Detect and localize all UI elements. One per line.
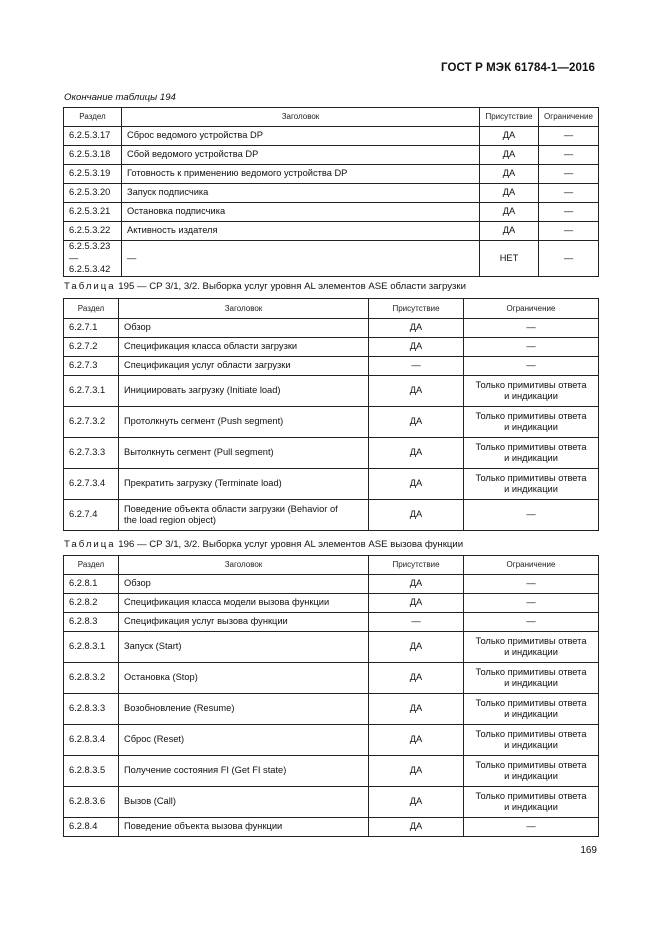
title-cell: Спецификация класса области загрузки xyxy=(119,338,369,357)
title-cell: Сброс (Reset) xyxy=(119,725,369,756)
page-number: 169 xyxy=(580,845,597,856)
title-cell: Вызов (Call) xyxy=(119,787,369,818)
section-cell: 6.2.5.3.18 xyxy=(64,146,122,165)
presence-cell: ДА xyxy=(369,725,464,756)
column-header-presence: Присутствие xyxy=(369,556,464,575)
restriction-cell: Только примитивы ответа и индикации xyxy=(464,787,599,818)
title-cell: Сбой ведомого устройства DP xyxy=(122,146,480,165)
presence-cell: ДА xyxy=(369,319,464,338)
presence-cell: ДА xyxy=(369,575,464,594)
restriction-cell: — xyxy=(539,222,599,241)
restriction-cell: Только примитивы ответа и индикации xyxy=(464,756,599,787)
presence-cell: ДА xyxy=(369,787,464,818)
title-cell: Прекратить загрузку (Terminate load) xyxy=(119,469,369,500)
presence-cell: ДА xyxy=(369,376,464,407)
presence-cell: ДА xyxy=(369,694,464,725)
column-header-restriction: Ограничение xyxy=(464,299,599,319)
column-header-presence: Присутствие xyxy=(369,299,464,319)
restriction-cell: — xyxy=(464,818,599,837)
restriction-cell: Только примитивы ответа и индикации xyxy=(464,663,599,694)
column-header-title: Заголовок xyxy=(119,299,369,319)
title-cell: Обзор xyxy=(119,575,369,594)
restriction-cell: — xyxy=(464,575,599,594)
column-header-section: Раздел xyxy=(64,299,119,319)
table-row xyxy=(64,756,599,787)
presence-cell: ДА xyxy=(369,663,464,694)
restriction-cell: — xyxy=(539,241,599,277)
caption-text: 195 — СР 3/1, 3/2. Выборка услуг уровня AL элементов ASE области загрузки xyxy=(115,281,466,292)
section-cell: 6.2.7.1 xyxy=(64,319,119,338)
restriction-cell: — xyxy=(464,357,599,376)
title-cell: Спецификация класса модели вызова функции xyxy=(119,594,369,613)
section-cell: 6.2.8.3.4 xyxy=(64,725,119,756)
section-cell: 6.2.5.3.20 xyxy=(64,184,122,203)
section-cell: 6.2.8.3.1 xyxy=(64,632,119,663)
table-row xyxy=(64,469,599,500)
table-row xyxy=(64,222,599,241)
column-header-section: Раздел xyxy=(64,108,122,127)
table-row xyxy=(64,594,599,613)
title-cell: Сброс ведомого устройства DP xyxy=(122,127,480,146)
restriction-cell: — xyxy=(464,500,599,531)
caption-prefix: Таблица xyxy=(64,281,116,292)
section-cell: 6.2.8.4 xyxy=(64,818,119,837)
presence-cell: — xyxy=(369,357,464,376)
title-cell: Инициировать загрузку (Initiate load) xyxy=(119,376,369,407)
table-row xyxy=(64,319,599,338)
presence-cell: ДА xyxy=(369,438,464,469)
restriction-cell: — xyxy=(539,165,599,184)
restriction-cell: Только примитивы ответа и индикации xyxy=(464,632,599,663)
presence-cell: ДА xyxy=(480,165,539,184)
table-row xyxy=(64,725,599,756)
restriction-cell: — xyxy=(539,146,599,165)
column-header-presence: Присутствие xyxy=(480,108,539,127)
table-row xyxy=(64,613,599,632)
presence-cell: ДА xyxy=(369,632,464,663)
section-cell: 6.2.7.4 xyxy=(64,500,119,531)
presence-cell: ДА xyxy=(480,203,539,222)
table-row xyxy=(64,500,599,531)
restriction-cell: — xyxy=(464,594,599,613)
section-cell: 6.2.7.3 xyxy=(64,357,119,376)
section-cell: 6.2.5.3.21 xyxy=(64,203,122,222)
table-194 xyxy=(63,107,599,277)
title-cell: Готовность к применению ведомого устройства DP xyxy=(122,165,480,184)
restriction-cell: Только примитивы ответа и индикации xyxy=(464,376,599,407)
title-cell: — xyxy=(122,241,480,277)
restriction-cell: Только примитивы ответа и индикации xyxy=(464,694,599,725)
column-header-title: Заголовок xyxy=(119,556,369,575)
section-cell: 6.2.5.3.23— 6.2.5.3.42 xyxy=(64,241,122,277)
restriction-cell: Только примитивы ответа и индикации xyxy=(464,407,599,438)
table-row xyxy=(64,787,599,818)
column-header-restriction: Ограничение xyxy=(464,556,599,575)
section-cell: 6.2.8.3.6 xyxy=(64,787,119,818)
restriction-cell: — xyxy=(539,127,599,146)
presence-cell: ДА xyxy=(480,222,539,241)
presence-cell: ДА xyxy=(369,338,464,357)
column-header-section: Раздел xyxy=(64,556,119,575)
section-cell: 6.2.7.3.3 xyxy=(64,438,119,469)
title-cell: Запуск (Start) xyxy=(119,632,369,663)
caption-prefix: Таблица xyxy=(64,539,116,550)
restriction-cell: — xyxy=(464,319,599,338)
table-row xyxy=(64,694,599,725)
table-row xyxy=(64,338,599,357)
title-cell: Возобновление (Resume) xyxy=(119,694,369,725)
table-196 xyxy=(63,555,599,837)
table-195 xyxy=(63,298,599,531)
restriction-cell: — xyxy=(539,184,599,203)
table-row xyxy=(64,203,599,222)
table-row xyxy=(64,438,599,469)
standard-designation: ГОСТ Р МЭК 61784-1—2016 xyxy=(441,62,595,74)
table-row xyxy=(64,146,599,165)
table-row xyxy=(64,407,599,438)
restriction-cell: Только примитивы ответа и индикации xyxy=(464,469,599,500)
section-cell: 6.2.8.3.3 xyxy=(64,694,119,725)
section-cell: 6.2.7.3.1 xyxy=(64,376,119,407)
presence-cell: ДА xyxy=(480,127,539,146)
table-194-caption: Окончание таблицы 194 xyxy=(64,92,176,103)
restriction-cell: Только примитивы ответа и индикации xyxy=(464,725,599,756)
presence-cell: ДА xyxy=(369,500,464,531)
table-header-row xyxy=(64,108,599,127)
title-cell: Остановка (Stop) xyxy=(119,663,369,694)
table-row xyxy=(64,241,599,277)
table-195-caption xyxy=(64,281,466,292)
restriction-cell: Только примитивы ответа и индикации xyxy=(464,438,599,469)
column-header-title: Заголовок xyxy=(122,108,480,127)
table-header-row xyxy=(64,299,599,319)
section-cell: 6.2.8.3.2 xyxy=(64,663,119,694)
presence-cell: ДА xyxy=(369,407,464,438)
presence-cell: ДА xyxy=(369,756,464,787)
title-cell: Получение состояния FI (Get FI state) xyxy=(119,756,369,787)
table-row xyxy=(64,357,599,376)
presence-cell: ДА xyxy=(369,818,464,837)
title-cell: Активность издателя xyxy=(122,222,480,241)
section-cell: 6.2.8.3.5 xyxy=(64,756,119,787)
restriction-cell: — xyxy=(539,203,599,222)
table-row xyxy=(64,575,599,594)
title-cell: Вытолкнуть сегмент (Pull segment) xyxy=(119,438,369,469)
table-row xyxy=(64,376,599,407)
title-cell: Спецификация услуг области загрузки xyxy=(119,357,369,376)
section-cell: 6.2.5.3.17 xyxy=(64,127,122,146)
section-cell: 6.2.7.3.2 xyxy=(64,407,119,438)
title-cell: Спецификация услуг вызова функции xyxy=(119,613,369,632)
presence-cell: ДА xyxy=(480,146,539,165)
section-cell: 6.2.8.2 xyxy=(64,594,119,613)
restriction-cell: — xyxy=(464,338,599,357)
table-row xyxy=(64,184,599,203)
title-cell: Поведение объекта области загрузки (Behavior of the load region object) xyxy=(119,500,369,531)
presence-cell: НЕТ xyxy=(480,241,539,277)
section-cell: 6.2.7.2 xyxy=(64,338,119,357)
presence-cell: ДА xyxy=(369,594,464,613)
presence-cell: — xyxy=(369,613,464,632)
section-cell: 6.2.8.3 xyxy=(64,613,119,632)
title-cell: Остановка подписчика xyxy=(122,203,480,222)
table-row xyxy=(64,632,599,663)
section-cell: 6.2.7.3.4 xyxy=(64,469,119,500)
presence-cell: ДА xyxy=(369,469,464,500)
section-cell: 6.2.5.3.22 xyxy=(64,222,122,241)
section-cell: 6.2.5.3.19 xyxy=(64,165,122,184)
table-row xyxy=(64,127,599,146)
table-row xyxy=(64,663,599,694)
section-cell: 6.2.8.1 xyxy=(64,575,119,594)
title-cell: Запуск подписчика xyxy=(122,184,480,203)
table-196-caption xyxy=(64,539,463,550)
caption-text: 196 — СР 3/1, 3/2. Выборка услуг уровня AL элементов ASE вызова функции xyxy=(115,539,464,550)
column-header-restriction: Ограничение xyxy=(539,108,599,127)
title-cell: Протолкнуть сегмент (Push segment) xyxy=(119,407,369,438)
table-row xyxy=(64,165,599,184)
title-cell: Поведение объекта вызова функции xyxy=(119,818,369,837)
restriction-cell: — xyxy=(464,613,599,632)
table-row xyxy=(64,818,599,837)
table-header-row xyxy=(64,556,599,575)
presence-cell: ДА xyxy=(480,184,539,203)
title-cell: Обзор xyxy=(119,319,369,338)
